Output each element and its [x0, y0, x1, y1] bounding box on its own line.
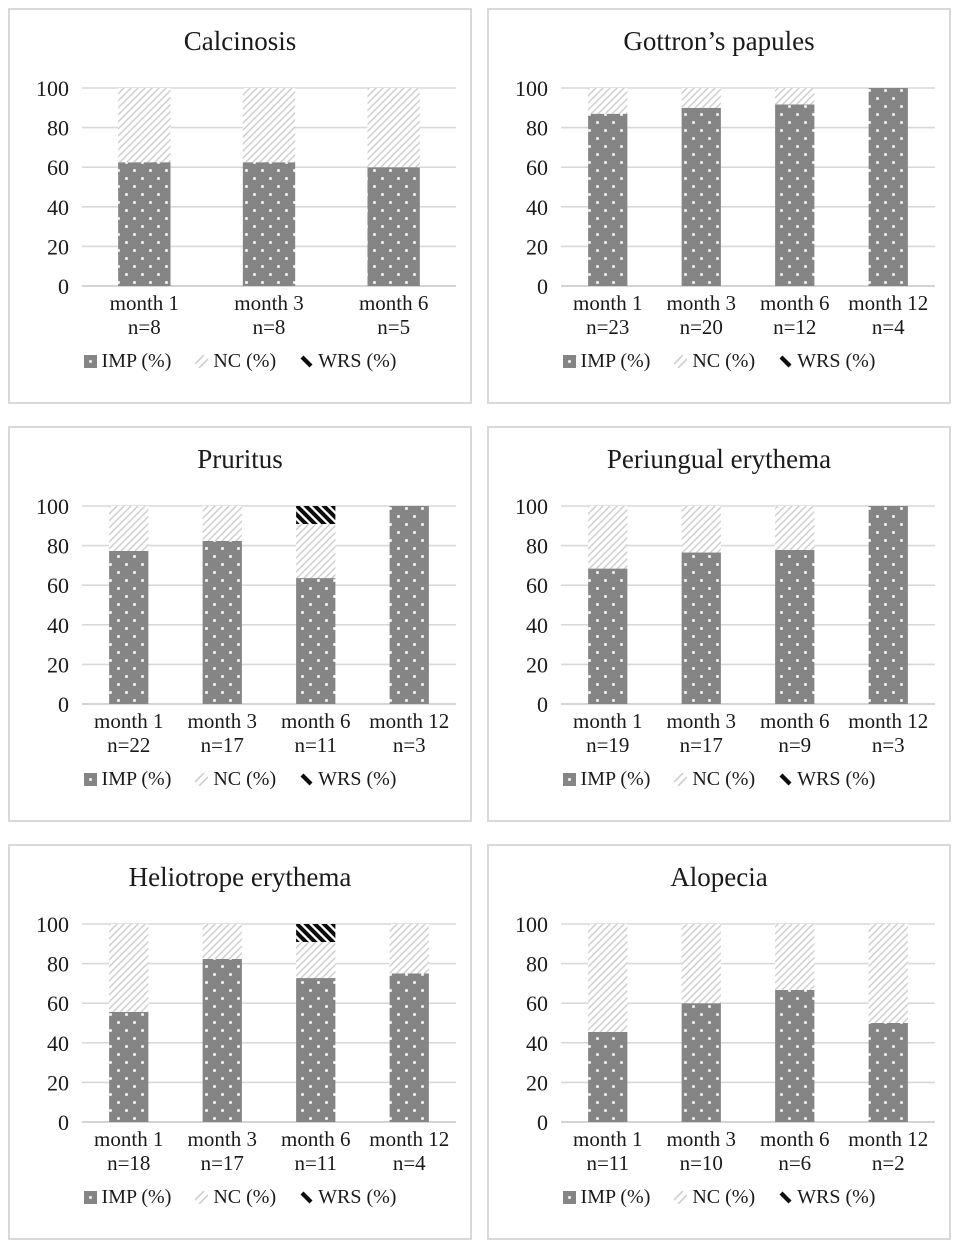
n-label: n=6: [778, 1151, 812, 1175]
category-label: month 6: [760, 709, 830, 733]
legend-marker-imp-icon: [84, 355, 97, 368]
n-label: n=4: [871, 315, 905, 339]
chart-panel: [487, 8, 951, 404]
legend: [84, 350, 397, 373]
bar-imp-segment: [390, 974, 429, 1123]
y-axis-tick-label: 80: [47, 533, 69, 559]
legend-marker-nc-icon: [674, 773, 687, 786]
legend-item-imp: [84, 768, 172, 791]
bar-nc-segment: [296, 524, 335, 578]
bar-imp-segment: [869, 88, 908, 286]
category-label: month 12: [369, 1127, 450, 1151]
bar-imp-segment: [588, 114, 627, 286]
chart-title: Heliotrope erythema: [128, 862, 352, 892]
n-label: n=18: [107, 1151, 151, 1175]
y-axis-tick-label: 100: [36, 494, 69, 519]
chart-title: Pruritus: [197, 444, 283, 474]
y-axis-tick-label: 60: [526, 155, 548, 181]
legend: [563, 768, 876, 791]
legend-item-wrs: [779, 1186, 875, 1209]
n-label: n=22: [107, 733, 151, 757]
legend-label: IMP (%): [101, 350, 172, 372]
n-label: n=17: [679, 733, 723, 757]
legend-item-nc: [674, 350, 755, 373]
bar-nc-segment: [775, 924, 814, 990]
bar-imp-segment: [588, 569, 627, 704]
chart-plot: [489, 480, 949, 766]
y-axis-tick-label: 0: [58, 274, 69, 299]
legend-item-nc: [674, 1186, 755, 1209]
legend-marker-wrs-icon: [300, 355, 313, 368]
bar-imp-segment: [296, 578, 335, 704]
legend-item-imp: [84, 350, 172, 373]
y-axis-tick-label: 80: [47, 951, 69, 977]
bar-imp-segment: [869, 1023, 908, 1122]
legend-marker-wrs-icon: [779, 773, 792, 786]
legend-label: NC (%): [213, 1186, 277, 1208]
n-label: n=17: [200, 733, 244, 757]
legend-label: WRS (%): [318, 768, 397, 790]
bar-imp-segment: [109, 551, 148, 704]
legend-item-nc: [195, 350, 276, 373]
y-axis-tick-label: 80: [526, 951, 548, 977]
legend-item-nc: [195, 768, 276, 791]
y-axis-tick-label: 40: [526, 1030, 548, 1056]
n-label: n=10: [679, 1151, 723, 1175]
legend-marker-wrs-icon: [779, 355, 792, 368]
n-label: n=12: [773, 315, 817, 339]
bar-nc-segment: [682, 924, 721, 1003]
bar-nc-segment: [109, 506, 148, 551]
y-axis-tick-label: 40: [526, 612, 548, 638]
chart-plot: [10, 898, 470, 1184]
y-axis-tick-label: 100: [515, 76, 548, 101]
category-label: month 6: [281, 709, 351, 733]
bar-nc-segment: [588, 506, 627, 569]
bar-nc-segment: [775, 506, 814, 550]
y-axis-tick-label: 0: [58, 1110, 69, 1135]
category-label: month 3: [187, 1127, 257, 1151]
y-axis-tick-label: 20: [47, 234, 69, 260]
y-axis-tick-label: 20: [526, 652, 548, 678]
legend-label: IMP (%): [580, 1186, 651, 1208]
y-axis-tick-label: 40: [47, 194, 69, 220]
chart-title: Alopecia: [670, 862, 768, 892]
legend-label: IMP (%): [101, 1186, 172, 1208]
n-label: n=4: [392, 1151, 426, 1175]
legend-marker-imp-icon: [563, 773, 576, 786]
category-label: month 6: [358, 291, 429, 315]
n-label: n=8: [127, 315, 161, 339]
bar-nc-segment: [243, 88, 295, 162]
y-axis-tick-label: 0: [537, 1110, 548, 1135]
category-label: month 1: [94, 1127, 164, 1151]
n-label: n=3: [871, 733, 905, 757]
bar-imp-segment: [243, 162, 295, 286]
legend-marker-imp-icon: [563, 355, 576, 368]
legend-marker-wrs-icon: [300, 773, 313, 786]
y-axis-tick-label: 20: [47, 652, 69, 678]
bar-nc-segment: [367, 88, 419, 167]
bar-imp-segment: [203, 541, 242, 704]
category-label: month 1: [94, 709, 164, 733]
n-label: n=8: [252, 315, 286, 339]
y-axis-tick-label: 60: [526, 573, 548, 599]
y-axis-tick-label: 80: [47, 115, 69, 141]
y-axis-tick-label: 0: [58, 692, 69, 717]
y-axis-tick-label: 40: [47, 1030, 69, 1056]
legend-marker-nc-icon: [674, 1191, 687, 1204]
chart-title: Gottron’s papules: [623, 26, 815, 56]
legend-marker-wrs-icon: [300, 1191, 313, 1204]
category-label: month 3: [666, 709, 736, 733]
bar-imp-segment: [367, 167, 419, 286]
category-label: month 3: [666, 291, 736, 315]
bar-nc-segment: [588, 88, 627, 114]
category-label: month 12: [848, 709, 929, 733]
legend-marker-nc-icon: [195, 773, 208, 786]
bar-nc-segment: [588, 924, 627, 1032]
legend-label: IMP (%): [101, 768, 172, 790]
bar-nc-segment: [682, 88, 721, 108]
legend-label: WRS (%): [797, 350, 876, 372]
legend-label: NC (%): [692, 350, 756, 372]
legend: [563, 1186, 876, 1209]
bar-imp-segment: [682, 1003, 721, 1122]
legend-item-wrs: [779, 350, 875, 373]
y-axis-tick-label: 100: [515, 912, 548, 937]
legend-label: WRS (%): [318, 350, 397, 372]
y-axis-tick-label: 40: [47, 612, 69, 638]
bar-imp-segment: [588, 1032, 627, 1122]
y-axis-tick-label: 20: [47, 1070, 69, 1096]
legend-marker-imp-icon: [84, 773, 97, 786]
bar-nc-segment: [203, 924, 242, 959]
bar-imp-segment: [296, 978, 335, 1122]
legend-item-imp: [563, 1186, 651, 1209]
category-label: month 12: [848, 1127, 929, 1151]
legend-label: NC (%): [692, 768, 756, 790]
category-label: month 6: [760, 291, 830, 315]
y-axis-tick-label: 80: [526, 115, 548, 141]
legend-label: IMP (%): [580, 350, 651, 372]
chart-plot: [489, 898, 949, 1184]
bar-imp-segment: [775, 990, 814, 1122]
category-label: month 12: [369, 709, 450, 733]
y-axis-tick-label: 80: [526, 533, 548, 559]
bar-imp-segment: [682, 108, 721, 286]
bar-nc-segment: [775, 88, 814, 104]
legend-marker-nc-icon: [674, 355, 687, 368]
n-label: n=11: [294, 1151, 338, 1175]
bar-imp-segment: [775, 104, 814, 286]
y-axis-tick-label: 0: [537, 274, 548, 299]
category-label: month 1: [573, 1127, 643, 1151]
bar-imp-segment: [118, 162, 170, 286]
legend-label: NC (%): [692, 1186, 756, 1208]
n-label: n=5: [377, 315, 411, 339]
category-label: month 12: [848, 291, 929, 315]
legend: [84, 768, 397, 791]
y-axis-tick-label: 60: [47, 573, 69, 599]
y-axis-tick-label: 60: [47, 991, 69, 1017]
chart-title: Calcinosis: [183, 26, 297, 56]
n-label: n=20: [679, 315, 723, 339]
bar-nc-segment: [203, 506, 242, 541]
chart-plot: [10, 62, 470, 348]
legend-marker-imp-icon: [84, 1191, 97, 1204]
chart-plot: [489, 62, 949, 348]
y-axis-tick-label: 20: [526, 234, 548, 260]
legend-item-nc: [195, 1186, 276, 1209]
chart-title: Periungual erythema: [606, 444, 832, 474]
legend-item-wrs: [779, 768, 875, 791]
category-label: month 3: [666, 1127, 736, 1151]
category-label: month 1: [109, 291, 180, 315]
bar-nc-segment: [109, 924, 148, 1012]
legend-label: WRS (%): [318, 1186, 397, 1208]
y-axis-tick-label: 60: [47, 155, 69, 181]
bar-wrs-segment: [296, 924, 335, 942]
n-label: n=11: [586, 1151, 630, 1175]
y-axis-tick-label: 0: [537, 692, 548, 717]
n-label: n=23: [586, 315, 630, 339]
y-axis-tick-label: 100: [36, 76, 69, 101]
legend-item-imp: [84, 1186, 172, 1209]
category-label: month 6: [760, 1127, 830, 1151]
n-label: n=17: [200, 1151, 244, 1175]
category-label: month 6: [281, 1127, 351, 1151]
n-label: n=2: [871, 1151, 905, 1175]
chart-panel: [8, 8, 472, 404]
y-axis-tick-label: 40: [526, 194, 548, 220]
category-label: month 1: [573, 291, 643, 315]
legend-label: IMP (%): [580, 768, 651, 790]
legend-item-imp: [563, 768, 651, 791]
bar-imp-segment: [869, 506, 908, 704]
legend-label: NC (%): [213, 350, 277, 372]
bar-imp-segment: [390, 506, 429, 704]
legend-item-wrs: [300, 350, 396, 373]
bar-nc-segment: [390, 924, 429, 974]
legend-marker-wrs-icon: [779, 1191, 792, 1204]
legend: [563, 350, 876, 373]
n-label: n=9: [778, 733, 812, 757]
chart-plot: [10, 480, 470, 766]
y-axis-tick-label: 100: [515, 494, 548, 519]
bar-wrs-segment: [296, 506, 335, 524]
chart-panel: [487, 426, 951, 822]
legend-item-wrs: [300, 1186, 396, 1209]
chart-panel: [8, 844, 472, 1240]
bar-imp-segment: [682, 553, 721, 704]
y-axis-tick-label: 20: [526, 1070, 548, 1096]
legend-marker-nc-icon: [195, 355, 208, 368]
category-label: month 3: [187, 709, 257, 733]
legend-marker-nc-icon: [195, 1191, 208, 1204]
bar-nc-segment: [118, 88, 170, 162]
bar-nc-segment: [296, 942, 335, 978]
n-label: n=3: [392, 733, 426, 757]
bar-imp-segment: [775, 550, 814, 704]
legend-marker-imp-icon: [563, 1191, 576, 1204]
legend-item-imp: [563, 350, 651, 373]
legend-item-wrs: [300, 768, 396, 791]
y-axis-tick-label: 60: [526, 991, 548, 1017]
bar-nc-segment: [682, 506, 721, 553]
legend: [84, 1186, 397, 1209]
legend-label: WRS (%): [797, 1186, 876, 1208]
category-label: month 1: [573, 709, 643, 733]
bar-nc-segment: [869, 924, 908, 1023]
chart-panel: [8, 426, 472, 822]
bar-imp-segment: [109, 1012, 148, 1122]
chart-panel: [487, 844, 951, 1240]
y-axis-tick-label: 100: [36, 912, 69, 937]
legend-label: WRS (%): [797, 768, 876, 790]
n-label: n=11: [294, 733, 338, 757]
category-label: month 3: [234, 291, 304, 315]
legend-item-nc: [674, 768, 755, 791]
bar-imp-segment: [203, 959, 242, 1122]
legend-label: NC (%): [213, 768, 277, 790]
n-label: n=19: [586, 733, 630, 757]
